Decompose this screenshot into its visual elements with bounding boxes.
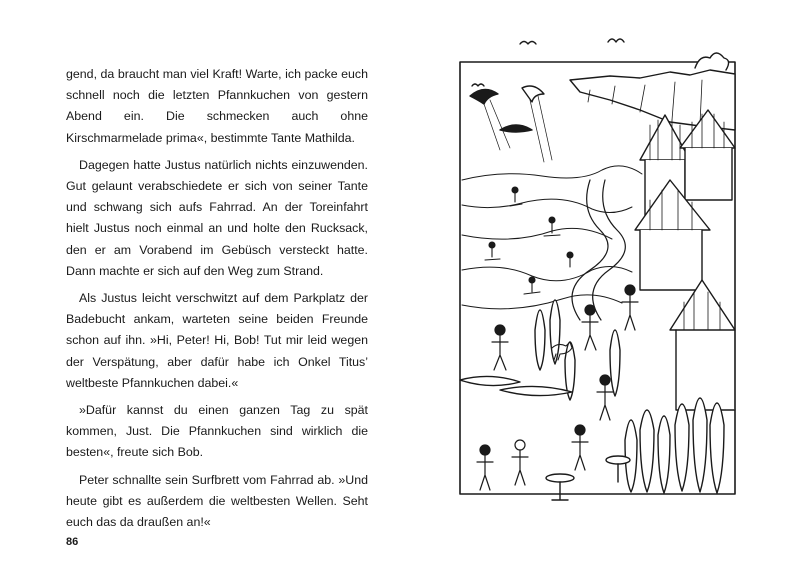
paragraph: Dagegen hatte Justus natürlich nichts einzuwenden. Gut gelaunt verabschiedete er sich von seiner Tante und schwang sich aufs Fahrrad. An der Toreinfahrt hielt Justus noch einmal an und holte den Rucksack, den er am Vorabend im Gebüsch versteckt hatte. Dann machte er sich auf den Weg zum Strand. <box>66 157 368 278</box>
surfer <box>485 187 573 294</box>
paragraph: Peter schnallte sein Surfbrett vom Fahrrad ab. »Und heute gibt es außerdem die weltbesten Wellen. Seht euch das da draußen an!« <box>66 472 368 530</box>
page-number: 86 <box>66 536 79 548</box>
kite <box>522 86 544 102</box>
kite <box>470 89 498 104</box>
beach-scene-illustration <box>440 30 780 510</box>
bird-icon <box>472 84 484 86</box>
paragraph: gend, da braucht man viel Kraft! Warte, ich packe euch schnell noch die letzten Pfannkuchen von gestern Abend ein. Die schmecken auch ohne Kirschmarmelade prima«, bestimmte Tante Mathilda. <box>66 67 368 145</box>
beach-hut <box>635 110 735 290</box>
shoreline <box>462 166 642 180</box>
text-column <box>66 64 368 539</box>
surfboard <box>500 386 572 395</box>
kite <box>500 125 532 132</box>
surfboard <box>460 376 520 385</box>
surfboard <box>625 398 724 493</box>
beach-bar <box>670 280 735 410</box>
paragraph: Als Justus leicht verschwitzt auf dem Parkplatz der Badebucht ankam, warteten seine beiden Freunde schon auf ihn. »Hi, Peter! Hi, Bob! Tut mir leid wegen der Verspätung, aber dafür habe ich Onkel Titus’ weltbeste Pfannkuchen dabei.« <box>66 291 368 390</box>
bird-icon <box>608 39 624 42</box>
bird-icon <box>520 42 536 45</box>
paragraph: »Dafür kannst du einen ganzen Tag zu spät kommen, Just. Die Pfannkuchen sind wirklich die besten«, freute sich Bob. <box>66 403 368 460</box>
